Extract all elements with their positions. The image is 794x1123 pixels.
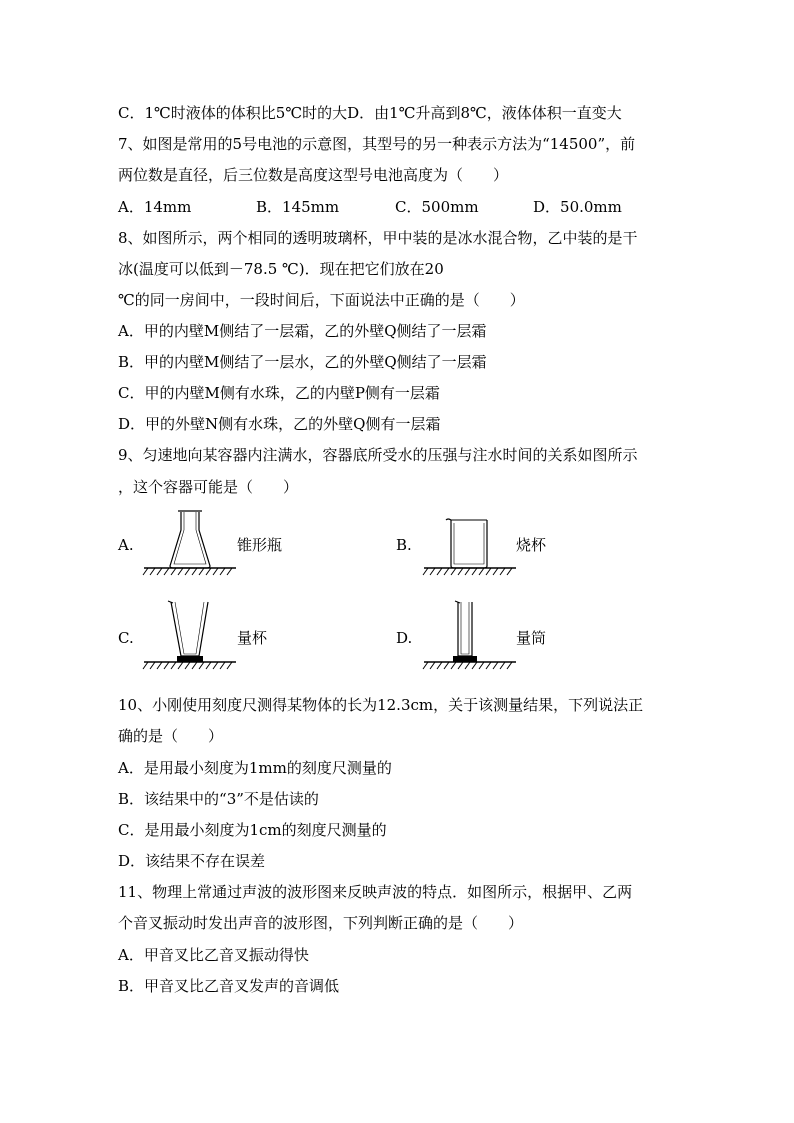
q10-option-a: A．是用最小刻度为1mm的刻度尺测量的 (118, 759, 392, 777)
q8-stem-line1: 8、如图所示，两个相同的透明玻璃杯，甲中装的是冰水混合物，乙中装的是干 (118, 229, 638, 247)
q8-option-a: A．甲的内壁M侧结了一层霜，乙的外壁Q侧结了一层霜 (118, 322, 487, 340)
q9-option-a-letter: A. (118, 536, 134, 554)
q11-stem-line2: 个音叉振动时发出声音的波形图，下列判断正确的是（ ） (118, 914, 524, 932)
q8-stem-line3: ℃的同一房间中，一段时间后，下面说法中正确的是（ ） (118, 291, 525, 309)
q11-option-b: B．甲音叉比乙音叉发声的音调低 (118, 977, 340, 995)
q8-option-c: C．甲的内壁M侧有水珠，乙的内壁P侧有一层霜 (118, 384, 440, 402)
q9-stem-line1: 9、匀速地向某容器内注满水，容器底所受水的压强与注水时间的关系如图所示 (118, 446, 638, 464)
q7-option-a: A．14mm (118, 198, 192, 216)
q9-option-d-letter: D. (396, 629, 413, 647)
graduated-cylinder-figure (420, 598, 520, 672)
q9-option-b-name: 烧杯 (516, 536, 547, 554)
q8-option-d: D．甲的外壁N侧有水珠，乙的外壁Q侧有一层霜 (118, 415, 441, 433)
q10-option-c: C．是用最小刻度为1cm的刻度尺测量的 (118, 821, 387, 839)
q7-option-c: C．500mm (395, 198, 479, 216)
q10-option-b: B．该结果中的“3”不是估读的 (118, 790, 319, 808)
q9-option-a-name: 锥形瓶 (237, 536, 283, 554)
q10-stem-line2: 确的是（ ） (118, 727, 224, 745)
q11-option-a: A．甲音叉比乙音叉振动得快 (118, 946, 309, 964)
q10-stem-line1: 10、小刚使用刻度尺测得某物体的长为12.3cm，关于该测量结果，下列说法正 (118, 696, 644, 714)
q11-stem-line1: 11、物理上常通过声波的波形图来反映声波的特点．如图所示，根据甲、乙两 (118, 883, 633, 901)
q10-option-d: D．该结果不存在误差 (118, 852, 266, 870)
measuring-cup-figure (140, 598, 240, 672)
q7-option-d: D．50.0mm (533, 198, 622, 216)
q7-stem-line2: 两位数是直径，后三位数是高度这型号电池高度为（ ） (118, 166, 509, 184)
q6-option-cd: C．1℃时液体的体积比5℃时的大D．由1℃升高到8℃，液体体积一直变大 (118, 104, 622, 122)
q9-option-d-name: 量筒 (516, 629, 547, 647)
q9-option-b-letter: B. (396, 536, 412, 554)
q7-stem-line1: 7、如图是常用的5号电池的示意图，其型号的另一种表示方法为“14500”，前 (118, 135, 636, 153)
q9-option-c-letter: C. (118, 629, 134, 647)
q7-options (118, 197, 678, 217)
q7-option-b: B．145mm (256, 198, 340, 216)
q8-stem-line2: 冰(温度可以低到－78.5 ℃)．现在把它们放在20 (118, 260, 444, 278)
q8-option-b: B．甲的内壁M侧结了一层水，乙的外壁Q侧结了一层霜 (118, 353, 487, 371)
q9-option-c-name: 量杯 (237, 629, 268, 647)
conical-flask-figure (140, 508, 240, 580)
beaker-figure (420, 508, 520, 580)
q9-stem-line2: ，这个容器可能是（ ） (118, 478, 299, 496)
